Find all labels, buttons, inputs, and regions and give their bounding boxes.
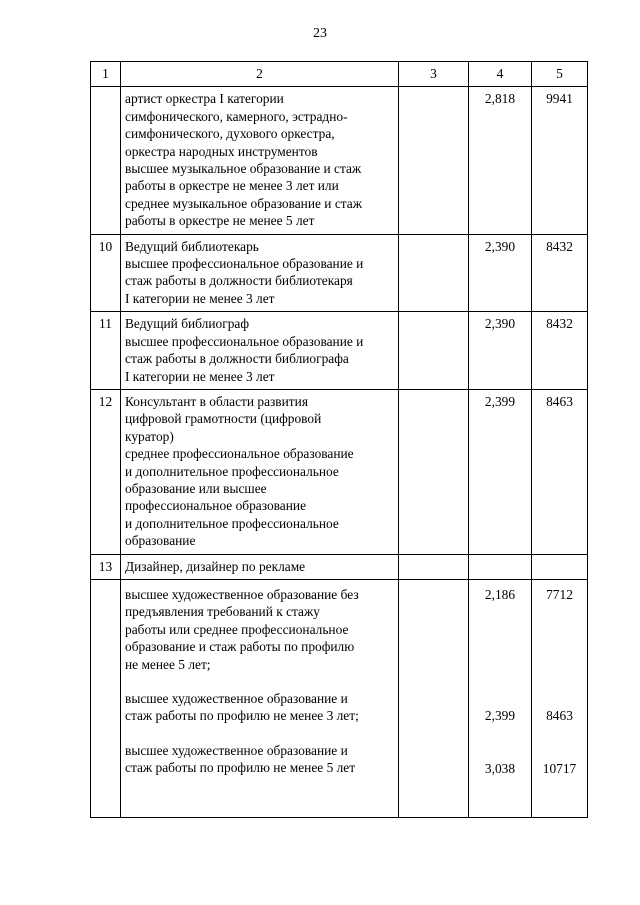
description-line: цифровой грамотности (цифровой xyxy=(125,411,322,427)
salary-cell xyxy=(532,554,588,579)
coefficient-value: 3,038 xyxy=(484,760,516,776)
position-description xyxy=(121,312,399,390)
table-row xyxy=(91,234,588,312)
row-number: 12 xyxy=(91,389,121,554)
position-description xyxy=(121,87,399,234)
position-description xyxy=(121,554,399,579)
description-line: I категории не менее 3 лет xyxy=(125,368,275,384)
salary-value: 10717 xyxy=(542,760,577,776)
header-cell-3: 3 xyxy=(399,62,469,87)
table-row xyxy=(91,579,588,817)
position-description xyxy=(121,234,399,312)
description-line: образование или высшее xyxy=(125,480,267,496)
designer-option xyxy=(125,742,394,777)
coefficient-value: 2,186 xyxy=(484,586,516,602)
coefficient-cell xyxy=(469,554,532,579)
description-line: высшее художественное образование без xyxy=(125,586,359,602)
table-row xyxy=(91,389,588,554)
description-line: профессиональное образование xyxy=(125,498,307,514)
salary-cell: 8463 xyxy=(532,389,588,554)
description-line: образование xyxy=(125,533,196,549)
description-line: куратор) xyxy=(125,428,174,444)
salary-cell: 8432 xyxy=(532,234,588,312)
salary-cell: 9941 xyxy=(532,87,588,234)
description-line: артист оркестра I категории xyxy=(125,91,284,107)
description-line: высшее музыкальное образование и стаж xyxy=(125,161,362,177)
salary-cell: 8432 xyxy=(532,312,588,390)
description-line: симфонического, духового оркестра, xyxy=(125,126,335,142)
description-line: Дизайнер, дизайнер по рекламе xyxy=(125,558,306,574)
description-line: Ведущий библиограф xyxy=(125,316,250,332)
row-number: 10 xyxy=(91,234,121,312)
description-line: работы в оркестре не менее 3 лет или xyxy=(125,178,339,194)
description-line: Консультант в области развития xyxy=(125,393,308,409)
description-line: и дополнительное профессиональное xyxy=(125,515,339,531)
coefficient-cell: 2,399 xyxy=(469,389,532,554)
row-number xyxy=(91,579,121,817)
column-3-cell xyxy=(399,312,469,390)
salary-value: 7712 xyxy=(546,586,573,602)
row-number: 11 xyxy=(91,312,121,390)
coefficient-cell: 2,390 xyxy=(469,312,532,390)
table-row xyxy=(91,87,588,234)
designer-option xyxy=(125,586,394,673)
coefficient-cell: 2,390 xyxy=(469,234,532,312)
description-line: высшее профессиональное образование и xyxy=(125,333,364,349)
description-line: не менее 5 лет; xyxy=(125,656,211,672)
table-header-row xyxy=(91,62,588,87)
description-line: стаж работы по профилю не менее 5 лет xyxy=(125,760,356,776)
description-line: стаж работы по профилю не менее 3 лет; xyxy=(125,708,359,724)
page-number: 23 xyxy=(313,26,327,41)
description-line: и дополнительное профессиональное xyxy=(125,463,339,479)
coefficient-cell: 2,818 xyxy=(469,87,532,234)
header-cell-1: 1 xyxy=(91,62,121,87)
position-description xyxy=(121,389,399,554)
table-row xyxy=(91,312,588,390)
salary-cell xyxy=(532,579,588,817)
salary-table xyxy=(90,61,588,818)
row-number: 13 xyxy=(91,554,121,579)
column-3-cell xyxy=(399,579,469,817)
description-line: симфонического, камерного, эстрадно- xyxy=(125,108,348,124)
column-3-cell xyxy=(399,389,469,554)
description-line: Ведущий библиотекарь xyxy=(125,238,259,254)
description-line: высшее художественное образование и xyxy=(125,691,348,706)
description-line: I категории не менее 3 лет xyxy=(125,290,275,306)
description-line: оркестра народных инструментов xyxy=(125,143,318,159)
position-description xyxy=(121,579,399,817)
description-line: среднее музыкальное образование и стаж xyxy=(125,195,362,211)
description-line: среднее профессиональное образование xyxy=(125,446,354,462)
description-line: работы в оркестре не менее 5 лет xyxy=(125,213,315,229)
salary-value: 8463 xyxy=(546,708,573,724)
column-3-cell xyxy=(399,87,469,234)
coefficient-cell xyxy=(469,579,532,817)
description-line: стаж работы в должности библиотекаря xyxy=(125,273,353,289)
row-number xyxy=(91,87,121,234)
table-row xyxy=(91,554,588,579)
designer-option xyxy=(125,690,394,725)
description-line: предъявления требований к стажу xyxy=(125,604,320,620)
column-3-cell xyxy=(399,234,469,312)
description-line: работы или среднее профессиональное xyxy=(125,621,349,637)
header-cell-4: 4 xyxy=(469,62,532,87)
description-line: образование и стаж работы по профилю xyxy=(125,639,355,655)
column-3-cell xyxy=(399,554,469,579)
header-cell-5: 5 xyxy=(532,62,588,87)
description-line: стаж работы в должности библиографа xyxy=(125,351,349,367)
header-cell-2: 2 xyxy=(121,62,399,87)
coefficient-value: 2,399 xyxy=(484,708,516,724)
description-line: высшее художественное образование и xyxy=(125,742,348,758)
description-line: высшее профессиональное образование и xyxy=(125,256,364,272)
